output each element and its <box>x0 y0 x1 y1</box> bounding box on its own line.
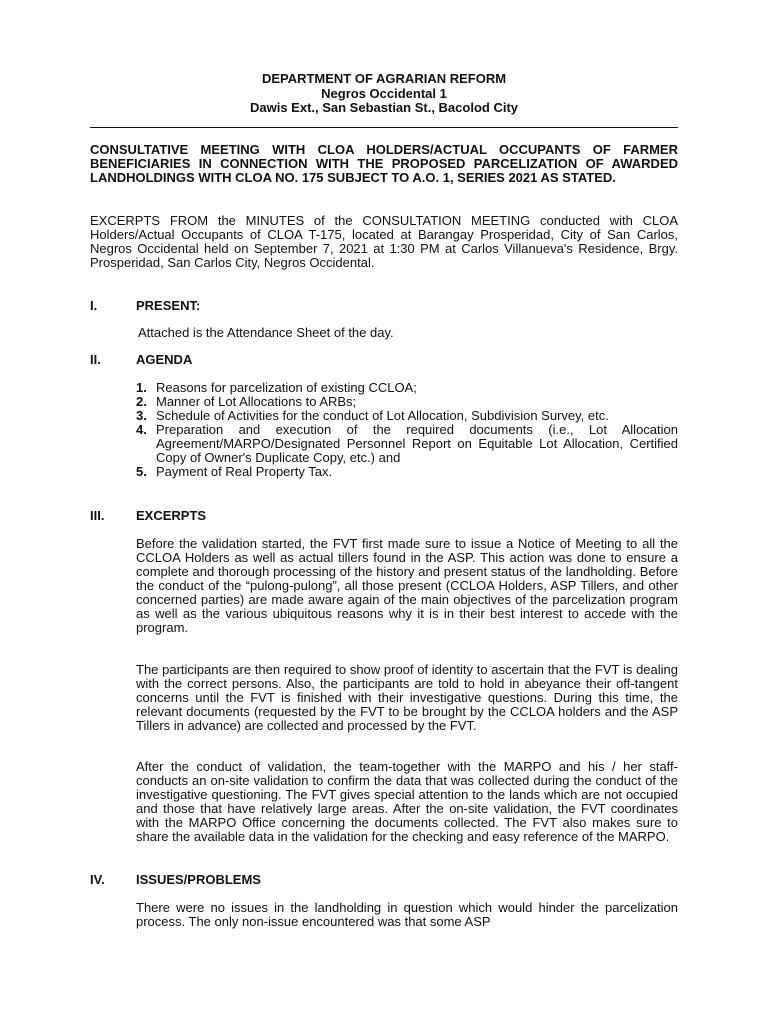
agenda-item <box>136 395 678 409</box>
intro-paragraph: EXCERPTS FROM the MINUTES of the CONSULTATION MEETING conducted with CLOA Holders/Actual Occupants of CLOA T-175, located at Barangay Prosperidad, City of San Carlos, Negros Occidental held on September 7, 2021 at 1:30 PM at Carlos Villanueva's Residence, Brgy. Prosperidad, San Carlos City, Negros Occidental. <box>90 213 678 270</box>
agenda-item-number: 1. <box>136 380 147 395</box>
agenda-item-text: Schedule of Activities for the conduct of Lot Allocation, Subdivision Survey, etc. <box>156 408 609 423</box>
section-title: PRESENT: <box>136 298 201 313</box>
agenda-item-text: Preparation and execution of the required documents (i.e., Lot Allocation Agreement/MARPO/Designated Personnel Report on Equitable Lot Allocation, Certified Copy of Owner's Duplicate Copy, etc.) and <box>156 422 678 465</box>
issues-text: There were no issues in the landholding in question which would hinder the parcelization process. The only non-issue encountered was that some ASP <box>136 900 678 929</box>
excerpts-paragraph-2: The participants are then required to show proof of identity to ascertain that the FVT is dealing with the correct persons. Also, the participants are told to hold in abeyance their off-tangent concerns until the FVT is finished with their investigative questions. During this time, the relevant documents (requested by the FVT to be brought by the CCLOA holders and the ASP Tillers in advance) are collected and processed by the FVT. <box>136 662 678 733</box>
agenda-item <box>136 423 678 465</box>
agenda-item-number: 2. <box>136 394 147 409</box>
document-title: CONSULTATIVE MEETING WITH CLOA HOLDERS/ACTUAL OCCUPANTS OF FARMER BENEFICIARIES IN CONNECTION WITH THE PROPOSED PARCELIZATION OF AWARDED LANDHOLDINGS WITH CLOA NO. 175 SUBJECT TO A.O. 1, SERIES 2021 AS STATED. <box>90 142 678 185</box>
letterhead <box>90 72 678 116</box>
section-present-heading <box>90 299 200 313</box>
header-divider <box>90 127 678 128</box>
section-number: III. <box>90 508 105 523</box>
section-excerpts-heading <box>90 509 206 523</box>
agenda-item <box>136 465 678 479</box>
agenda-item-text: Payment of Real Property Tax. <box>156 464 333 479</box>
section-number: I. <box>90 298 98 313</box>
excerpts-paragraph-3: After the conduct of validation, the team-together with the MARPO and his / her staff- conducts an on-site validation to confirm the data that was collected during the conduct of the investigative questioning. The FVT gives special attention to the lands which are not occupied and those that have relatively large areas. After the on-site validation, the FVT coordinates with the MARPO Office concerning the documents collected. The FVT also makes sure to share the available data in the validation for the checking and easy reference of the MARPO. <box>136 759 678 844</box>
section-number: IV. <box>90 872 105 887</box>
agenda-item-number: 4. <box>136 422 147 437</box>
section-title: EXCERPTS <box>136 508 207 523</box>
section-issues-heading <box>90 873 261 887</box>
office-address: Dawis Ext., San Sebastian St., Bacolod City <box>249 100 519 115</box>
agency-name: DEPARTMENT OF AGRARIAN REFORM <box>261 71 507 86</box>
present-text: Attached is the Attendance Sheet of the day. <box>138 325 394 340</box>
section-title: ISSUES/PROBLEMS <box>136 872 261 887</box>
agenda-item-text: Reasons for parcelization of existing CCLOA; <box>156 380 417 395</box>
section-title: AGENDA <box>136 352 193 367</box>
agenda-list <box>136 381 678 479</box>
office-name: Negros Occidental 1 <box>321 85 447 101</box>
agenda-item-number: 5. <box>136 464 147 479</box>
agenda-item <box>136 409 678 423</box>
section-agenda-heading <box>90 353 192 367</box>
section-number: II. <box>90 352 101 367</box>
agenda-item-text: Manner of Lot Allocations to ARBs; <box>156 394 357 409</box>
excerpts-paragraph-1: Before the validation started, the FVT first made sure to issue a Notice of Meeting to all the CCLOA Holders as well as actual tillers found in the ASP. This action was done to ensure a complete and thorough processing of the history and present status of the landholding. Before the conduct of the “pulong-pulong”, all those present (CCLOA Holders, ASP Tillers, and other concerned parties) are made aware again of the main objectives of the parcelization program as well as the various ubiquitous reasons why it is in their best interest to accede with the program. <box>136 536 678 635</box>
agenda-item <box>136 381 678 395</box>
agenda-item-number: 3. <box>136 408 147 423</box>
